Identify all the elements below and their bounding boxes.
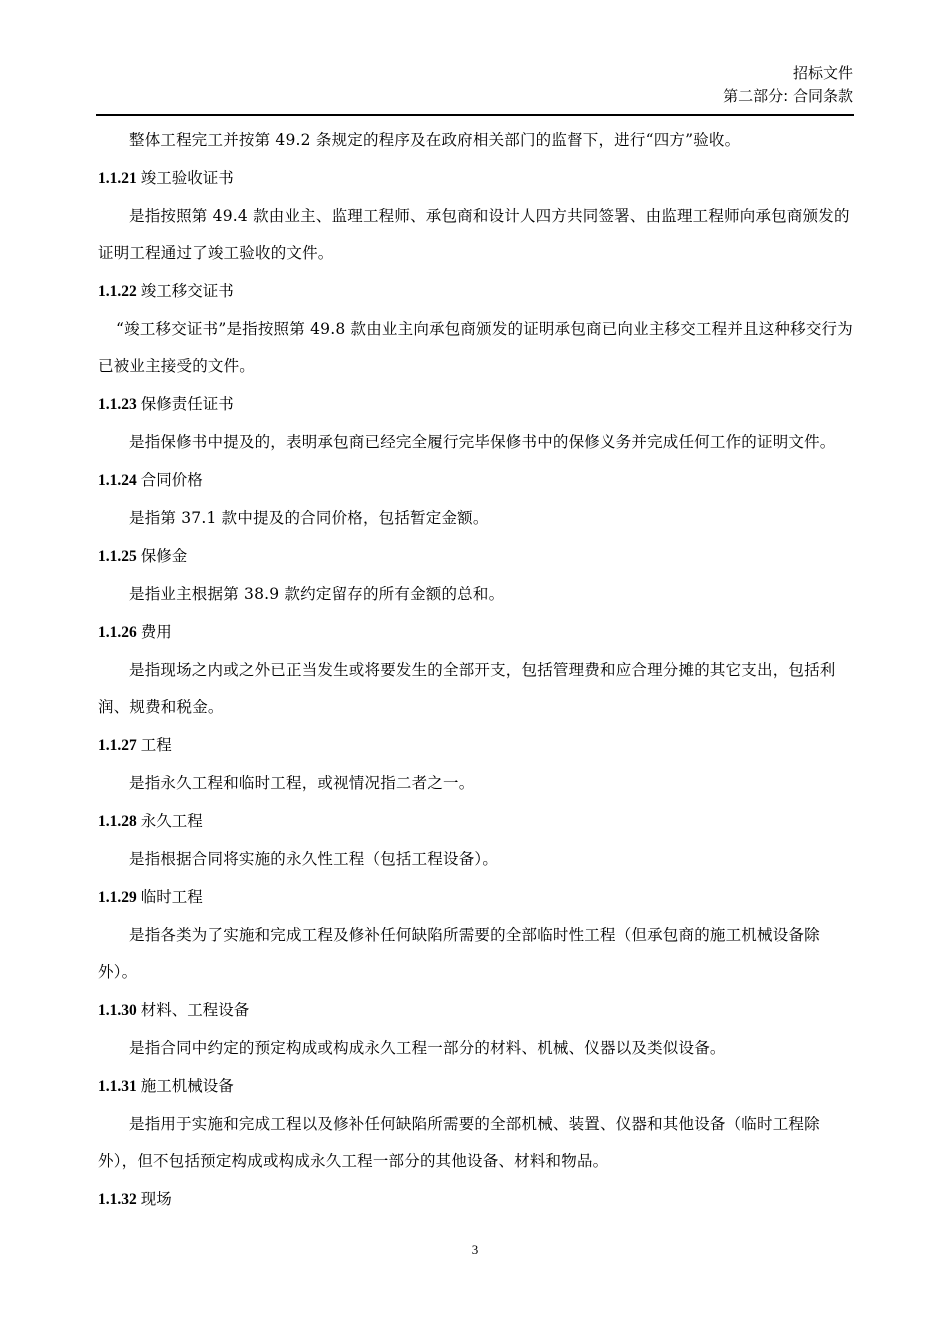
clause-number: 1.1.32 (98, 1191, 137, 1208)
clause-title: 材料、工程设备 (140, 1001, 250, 1019)
paragraph: 是指用于实施和完成工程以及修补任何缺陷所需要的全部机械、装置、仪器和其他设备（临时工程除外），但不包括预定构成或构成永久工程一部分的其他设备、材料和物品。 (98, 1115, 820, 1170)
page-header (98, 62, 853, 108)
clause-heading (98, 272, 853, 311)
paragraph: 是指各类为了实施和完成工程及修补任何缺陷所需要的全部临时性工程（但承包商的施工机械设备除外）。 (98, 926, 820, 981)
document-body (98, 122, 853, 1219)
paragraph: 是指业主根据第 38.9 款约定留存的所有金额的总和。 (129, 585, 505, 603)
clause-number: 1.1.23 (98, 396, 137, 413)
clause-title: 合同价格 (140, 471, 203, 489)
paragraph: 整体工程完工并按第 49.2 条规定的程序及在政府相关部门的监督下，进行“四方”验收。 (129, 131, 741, 149)
clause-heading (98, 159, 853, 198)
clause-number: 1.1.28 (98, 813, 137, 830)
paragraph: 是指第 37.1 款中提及的合同价格，包括暂定金额。 (129, 509, 489, 527)
clause-title: 现场 (140, 1190, 172, 1208)
clause-heading (98, 726, 853, 765)
clause-heading (98, 1067, 853, 1106)
clause-title: 临时工程 (140, 888, 203, 906)
clause-heading (98, 385, 853, 424)
section-title: 第二部分: 合同条款 (723, 87, 853, 105)
clause-number: 1.1.26 (98, 624, 137, 641)
clause-heading (98, 461, 853, 500)
clause-heading (98, 991, 853, 1030)
clause-number: 1.1.29 (98, 889, 137, 906)
clause-number: 1.1.21 (98, 170, 137, 187)
clause-title: 施工机械设备 (140, 1077, 234, 1095)
clause-number: 1.1.22 (98, 283, 137, 300)
clause-number: 1.1.31 (98, 1078, 137, 1095)
paragraph: 是指合同中约定的预定构成或构成永久工程一部分的材料、机械、仪器以及类似设备。 (129, 1039, 726, 1057)
clause-number: 1.1.27 (98, 737, 137, 754)
paragraph: “竣工移交证书”是指按照第 49.8 款由业主向承包商颁发的证明承包商已向业主移交工程并且这种移交行为已被业主接受的文件。 (98, 320, 853, 375)
clause-title: 费用 (140, 623, 172, 641)
clause-title: 竣工验收证书 (140, 169, 234, 187)
clause-title: 保修金 (140, 547, 188, 565)
clause-title: 永久工程 (140, 812, 203, 830)
clause-number: 1.1.30 (98, 1002, 137, 1019)
paragraph: 是指现场之内或之外已正当发生或将要发生的全部开支，包括管理费和应合理分摊的其它支出，包括利润、规费和税金。 (98, 661, 836, 716)
clause-heading (98, 537, 853, 576)
clause-title: 竣工移交证书 (140, 282, 234, 300)
clause-number: 1.1.24 (98, 472, 137, 489)
clause-heading (98, 878, 853, 917)
clause-heading (98, 613, 853, 652)
clause-title: 工程 (140, 736, 172, 754)
header-divider (96, 114, 854, 116)
document-title: 招标文件 (792, 64, 853, 82)
paragraph: 是指永久工程和临时工程，或视情况指二者之一。 (129, 774, 475, 792)
clause-heading (98, 802, 853, 841)
paragraph: 是指按照第 49.4 款由业主、监理工程师、承包商和设计人四方共同签署、由监理工程师向承包商颁发的证明工程通过了竣工验收的文件。 (98, 207, 850, 262)
clause-number: 1.1.25 (98, 548, 137, 565)
clause-title: 保修责任证书 (140, 395, 234, 413)
paragraph: 是指保修书中提及的，表明承包商已经完全履行完毕保修书中的保修义务并完成任何工作的证明文件。 (129, 433, 836, 451)
page-number: 3 (471, 1242, 479, 1257)
clause-heading (98, 1180, 853, 1219)
paragraph: 是指根据合同将实施的永久性工程（包括工程设备）。 (129, 850, 499, 868)
